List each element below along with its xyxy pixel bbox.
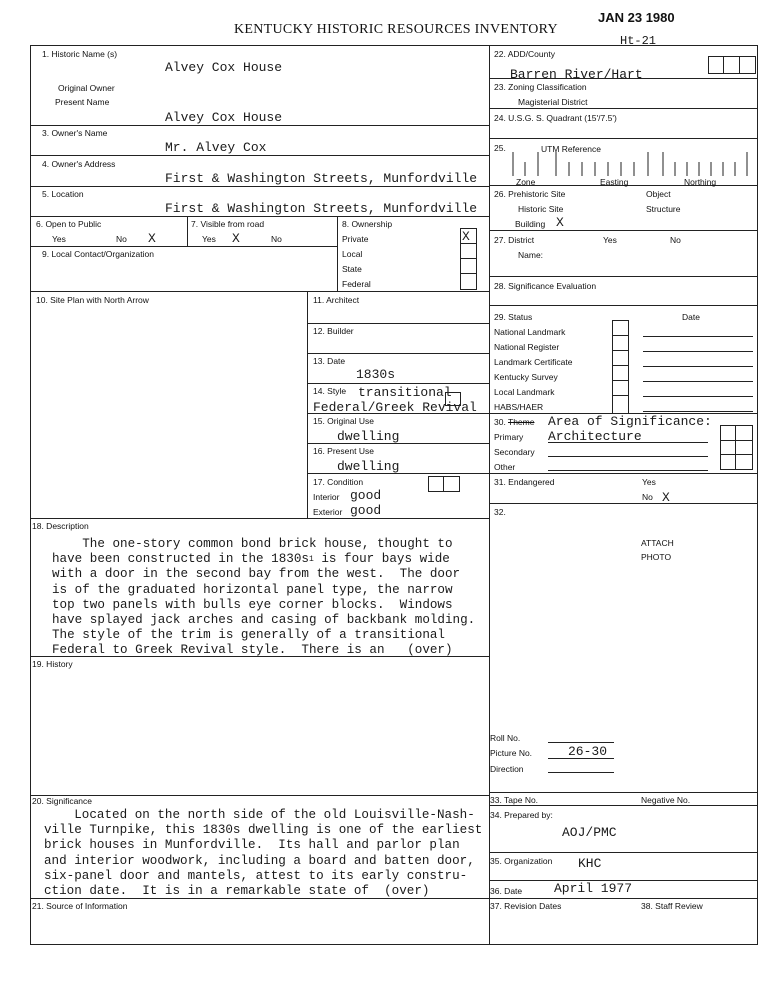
significance-line: ction date. It is in a remarkable state of (over) <box>44 884 430 899</box>
architect-label: 11. Architect <box>313 295 360 305</box>
building-label: Building <box>515 219 546 229</box>
revision-dates-label: 37. Revision Dates <box>490 901 562 911</box>
zoning-label: 23. Zoning Classification <box>494 82 587 92</box>
other-label: Other <box>494 462 516 472</box>
form-code: Ht-21 <box>620 34 657 48</box>
tape-no-label: 33. Tape No. <box>490 795 539 805</box>
description-line: The style of the trim is generally of a transitional <box>52 628 445 643</box>
primary-value: Architecture <box>548 429 642 444</box>
style-label: 14. Style <box>313 386 347 396</box>
utm-num-label: 25. <box>494 143 506 153</box>
present-name-label: Present Name <box>55 97 110 107</box>
significance-line: ville Turnpike, this 1830s dwelling is one of the earliest <box>44 823 483 838</box>
significance-line: Located on the north side of the old Louisville-Nash- <box>44 808 475 822</box>
owners-name-value: Mr. Alvey Cox <box>165 140 267 155</box>
picture-no-value: 26-30 <box>568 744 608 759</box>
photo-label: PHOTO <box>641 552 672 562</box>
area-num-label: 30. <box>494 417 506 427</box>
prepared-by-value: AOJ/PMC <box>562 825 617 840</box>
open-yes-label: Yes <box>52 234 66 244</box>
historic-site-label: Historic Site <box>518 204 564 214</box>
national-landmark-label: National Landmark <box>494 327 566 337</box>
national-register-label: National Register <box>494 342 560 352</box>
endangered-no-label: No <box>642 492 653 502</box>
description-line: is of the graduated horizontal panel type, the narrow <box>52 582 453 597</box>
habs-haer-label: HABS/HAER <box>494 402 544 412</box>
original-use-label: 15. Original Use <box>313 416 374 426</box>
location-label: 5. Location <box>42 189 84 199</box>
area-struck-label: Theme <box>508 417 535 427</box>
significance-eval-label: 28. Significance Evaluation <box>494 281 597 291</box>
building-mark: X <box>556 215 564 230</box>
object-label: Object <box>646 189 671 199</box>
utm-grid <box>509 152 749 180</box>
date-value: 1830s <box>356 367 396 382</box>
status-label: 29. Status <box>494 312 533 322</box>
exterior-label: Exterior <box>313 507 343 517</box>
open-to-public-label: 6. Open to Public <box>36 219 102 229</box>
utm-northing-label: Northing <box>684 177 717 187</box>
original-use-value: dwelling <box>337 429 400 444</box>
area-of-significance-heading: Area of Significance: <box>548 414 712 429</box>
style-checkbox[interactable] <box>445 392 461 406</box>
direction-label: Direction <box>490 764 524 774</box>
district-name-label: Name: <box>518 250 544 260</box>
ownership-label: 8. Ownership <box>342 219 393 229</box>
area-code-boxes[interactable] <box>720 425 753 470</box>
visible-no-label: No <box>271 234 282 244</box>
utm-zone-label: Zone <box>516 177 536 187</box>
status-date-label: Date <box>682 312 700 322</box>
ownership-federal-label: Federal <box>342 279 371 289</box>
owners-address-value: First & Washington Streets, Munfordville <box>165 171 478 186</box>
date-label: 13. Date <box>313 356 346 366</box>
description-line: The one-story common bond brick house, thought to <box>52 537 453 551</box>
prehistoric-site-label: 26. Prehistoric Site <box>494 189 566 199</box>
significance-line: brick houses in Munfordville. Its hall and parlor plan <box>44 838 460 853</box>
staff-review-label: 38. Staff Review <box>641 901 703 911</box>
local-landmark-label: Local Landmark <box>494 387 555 397</box>
utm-easting-label: Easting <box>600 177 629 187</box>
visible-yes-mark: X <box>232 231 240 246</box>
significance-text <box>44 808 482 899</box>
secondary-label: Secondary <box>494 447 535 457</box>
description-line: top two panels with bulls eye corner blocks. Windows <box>52 597 453 612</box>
picture-no-label: Picture No. <box>490 748 533 758</box>
structure-label: Structure <box>646 204 681 214</box>
interior-condition-value: good <box>350 488 382 503</box>
roll-no-label: Roll No. <box>490 733 521 743</box>
open-no-mark: X <box>148 231 156 246</box>
landmark-certificate-label: Landmark Certificate <box>494 357 573 367</box>
description-line: Federal to Greek Revival style. There is an (over) <box>52 643 453 658</box>
negative-no-label: Negative No. <box>641 795 691 805</box>
ownership-local-label: Local <box>342 249 363 259</box>
county-code-boxes[interactable] <box>708 56 756 74</box>
primary-label: Primary <box>494 432 524 442</box>
endangered-label: 31. Endangered <box>494 477 555 487</box>
owners-address-label: 4. Owner's Address <box>42 159 116 169</box>
style-value-line1: transitional <box>358 385 452 400</box>
description-line: have been constructed in the $1830s^1$ is four bays wide <box>52 552 450 567</box>
date-stamp: JAN 23 1980 <box>598 10 675 25</box>
ownership-state-label: State <box>342 264 362 274</box>
owners-name-label: 3. Owner's Name <box>42 128 108 138</box>
district-yes-label: Yes <box>603 235 617 245</box>
style-value-line2: Federal/Greek Revival <box>313 400 477 415</box>
date-36-label: 36. Date <box>490 886 523 896</box>
prepared-by-label: 34. Prepared by: <box>490 810 553 820</box>
original-owner-label: Original Owner <box>58 83 115 93</box>
ownership-private-mark: X <box>462 229 470 244</box>
historic-name-value: Alvey Cox House <box>165 60 283 75</box>
magisterial-label: Magisterial District <box>518 97 588 107</box>
endangered-yes-label: Yes <box>642 477 656 487</box>
source-label: 21. Source of Information <box>32 901 128 911</box>
significance-line: six-panel door and mantels, attest to its early constru- <box>44 868 468 883</box>
history-label: 19. History <box>32 659 73 669</box>
date-36-value: April 1977 <box>554 881 633 896</box>
form-title: KENTUCKY HISTORIC RESOURCES INVENTORY <box>234 22 558 37</box>
local-contact-label: 9. Local Contact/Organization <box>42 249 154 259</box>
field-32-label: 32. <box>494 507 506 517</box>
historic-name-label: 1. Historic Name (s) <box>42 49 118 59</box>
location-value: First & Washington Streets, Munfordville <box>165 201 478 216</box>
district-no-label: No <box>670 235 681 245</box>
site-plan-label: 10. Site Plan with North Arrow <box>36 295 149 305</box>
condition-checkbox[interactable] <box>428 476 460 492</box>
exterior-condition-value: good <box>350 503 382 518</box>
endangered-no-mark: X <box>662 490 670 505</box>
description-label: 18. Description <box>32 521 89 531</box>
organization-label: 35. Organization <box>490 856 553 866</box>
visible-from-road-label: 7. Visible from road <box>191 219 265 229</box>
present-use-label: 16. Present Use <box>313 446 374 456</box>
open-no-label: No <box>116 234 127 244</box>
ownership-private-label: Private <box>342 234 369 244</box>
present-use-value: dwelling <box>337 459 400 474</box>
builder-label: 12. Builder <box>313 326 354 336</box>
kentucky-survey-label: Kentucky Survey <box>494 372 558 382</box>
significance-label: 20. Significance <box>32 796 93 806</box>
attach-label: ATTACH <box>641 538 674 548</box>
present-name-value: Alvey Cox House <box>165 110 283 125</box>
interior-label: Interior <box>313 492 340 502</box>
description-text <box>52 537 475 659</box>
organization-value: KHC <box>578 856 602 871</box>
add-county-label: 22. ADD/County <box>494 49 555 59</box>
district-label: 27. District <box>494 235 535 245</box>
description-line: with a door in the second bay from the west. The door <box>52 567 461 582</box>
significance-line: and interior woodwork, including a board and batten door, <box>44 853 475 868</box>
usgs-label: 24. U.S.G. S. Quadrant (15'/7.5') <box>494 113 617 123</box>
condition-label: 17. Condition <box>313 477 364 487</box>
add-county-value: Barren River/Hart <box>510 67 643 82</box>
description-line: have splayed jack arches and casing of backbank molding. <box>52 613 476 628</box>
visible-yes-label: Yes <box>202 234 216 244</box>
utm-reference-label: UTM Reference <box>541 144 601 154</box>
